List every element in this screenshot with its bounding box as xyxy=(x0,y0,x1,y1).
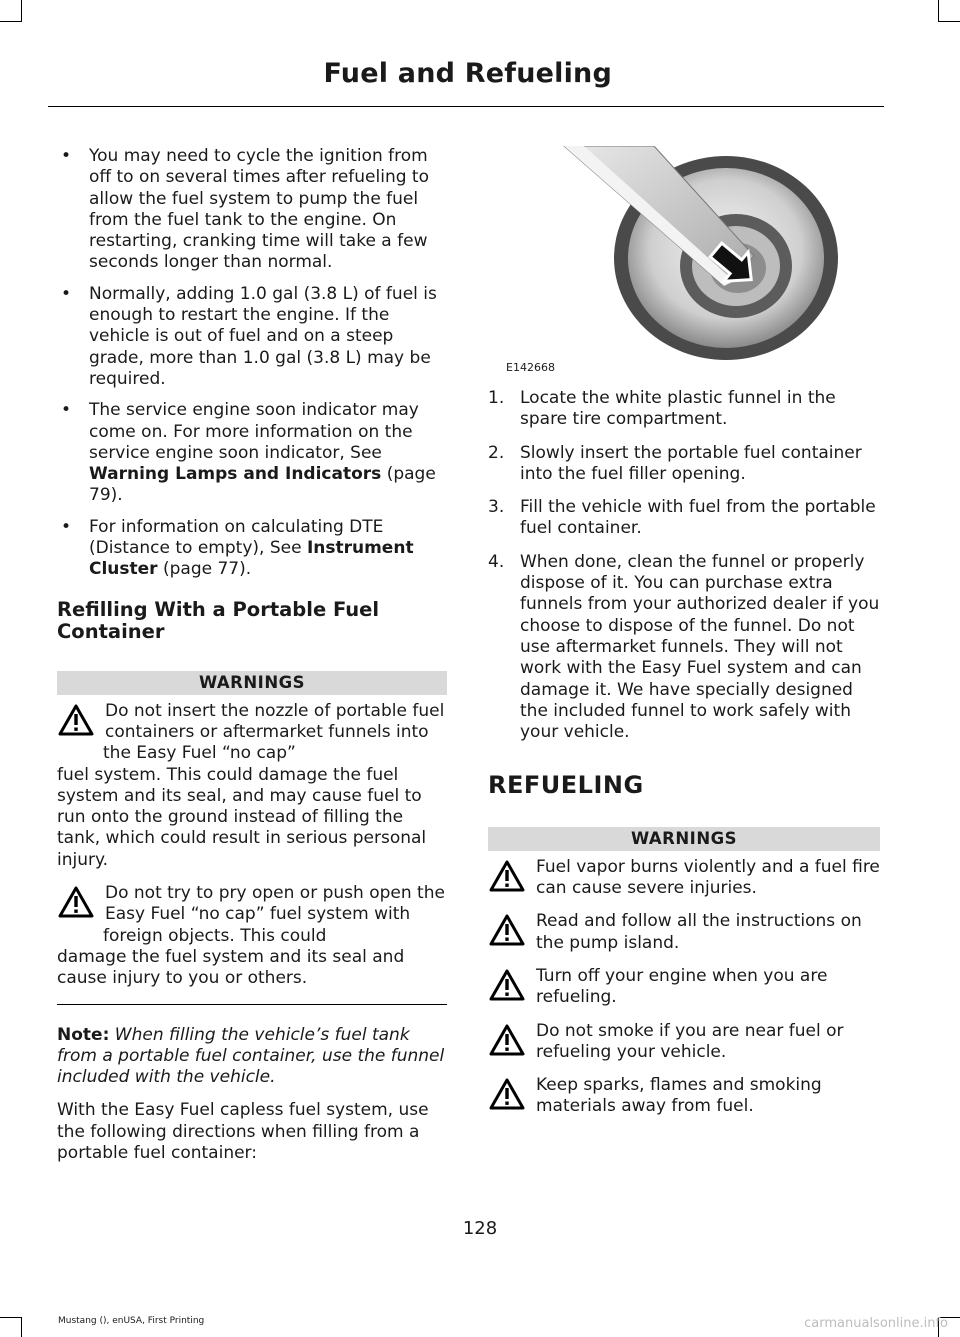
bullet-text: Normally, adding 1.0 gal (3.8 L) of fuel is enough to restart the engine. If the vehicle is out of fuel and on a steep grade, more than 1.0 gal (3.8 L) may be required. xyxy=(89,283,437,389)
crop-mark xyxy=(0,1317,22,1318)
warning-block xyxy=(488,911,880,954)
list-item xyxy=(57,146,447,274)
funnel-insertion-image xyxy=(504,146,880,366)
warning-triangle-icon xyxy=(57,703,95,737)
warning-text: Do not insert the nozzle of portable fuel containers or aftermarket funnels into the Easy Fuel “no cap” xyxy=(103,700,445,764)
note-label: Note: xyxy=(57,1024,110,1045)
crop-mark xyxy=(21,1317,22,1337)
warning-triangle-icon xyxy=(57,885,95,919)
list-item xyxy=(488,497,880,540)
warning-block xyxy=(488,857,880,900)
bullet-text: You may need to cycle the ignition from off to on several times after refueling to allow the fuel system to pump the fuel from the fuel tank to the engine. On restarting, cranking time will take a few seconds longer than normal. xyxy=(89,146,429,273)
warning-block xyxy=(488,1075,880,1118)
warnings-end-rule xyxy=(57,1004,447,1005)
warning-triangle-icon xyxy=(488,968,526,1002)
step-number: 3. xyxy=(488,497,505,518)
list-item xyxy=(57,400,447,506)
warning-text: damage the fuel system and its seal and cause injury to you or others. xyxy=(57,946,405,989)
page-number: 128 xyxy=(462,1218,498,1239)
bullet-text: For information on calculating DTE (Distance to empty), See xyxy=(89,516,384,559)
header-divider xyxy=(48,106,884,107)
list-item xyxy=(488,443,880,486)
crop-mark xyxy=(938,0,939,22)
note xyxy=(57,1025,447,1089)
warning-triangle-icon xyxy=(488,1023,526,1057)
page-reference: (page 77). xyxy=(157,559,252,580)
warning-triangle-icon xyxy=(488,859,526,893)
funnel-illustration xyxy=(504,146,880,374)
crop-mark xyxy=(0,21,22,22)
right-column xyxy=(488,160,880,1130)
footer-text: Mustang (), enUSA, First Printing xyxy=(58,1316,205,1326)
section-heading: REFUELING xyxy=(488,771,644,800)
note-text: When filling the vehicle’s fuel tank from a portable fuel container, use the funnel included with the vehicle. xyxy=(57,1024,445,1088)
warning-text: Do not smoke if you are near fuel or refueling your vehicle. xyxy=(536,1020,844,1062)
crop-mark xyxy=(938,21,960,22)
bullet-text: The service engine soon indicator may come on. For more information on the service engine soon indicator, See xyxy=(89,400,419,463)
warning-text: Turn off your engine when you are refueling. xyxy=(536,965,828,1008)
warnings-header: WARNINGS xyxy=(488,827,880,851)
step-number: 4. xyxy=(488,551,505,572)
warnings-header: WARNINGS xyxy=(57,671,447,695)
warning-text: Read and follow all the instructions on the pump island. xyxy=(536,911,862,953)
cross-reference-link[interactable]: Instrument Cluster xyxy=(89,538,414,580)
warning-text: Fuel vapor burns violently and a fuel fire can cause severe injuries. xyxy=(536,856,880,899)
warning-text: Keep sparks, flames and smoking materials away from fuel. xyxy=(536,1075,822,1117)
list-item xyxy=(57,517,447,581)
list-item xyxy=(488,552,880,744)
crop-mark xyxy=(21,0,22,22)
page-title: Fuel and Refueling xyxy=(323,58,612,89)
step-text: Fill the vehicle with fuel from the portable fuel container. xyxy=(520,497,876,539)
warning-block xyxy=(488,1021,880,1064)
left-column xyxy=(57,146,447,1164)
warning-triangle-icon xyxy=(488,1077,526,1111)
warning-block xyxy=(488,966,880,1009)
warning-text: fuel system. This could damage the fuel system and its seal, and may cause fuel to run onto the ground instead of filling the tank, which could result in serious personal injury. xyxy=(57,764,427,870)
body-paragraph: With the Easy Fuel capless fuel system, use the following directions when filling from a portable fuel container: xyxy=(57,1100,429,1163)
warning-triangle-icon xyxy=(488,913,526,947)
step-text: Locate the white plastic funnel in the spare tire compartment. xyxy=(520,388,836,430)
step-text: Slowly insert the portable fuel container into the fuel filler opening. xyxy=(520,442,862,484)
warning-text: Do not try to pry open or push open the Easy Fuel “no cap” fuel system with foreign objects. This could xyxy=(103,883,445,946)
watermark: carmanualsonline.info xyxy=(804,1316,948,1331)
list-item xyxy=(57,284,447,390)
cross-reference-link[interactable]: Warning Lamps and Indicators xyxy=(89,464,382,485)
warning-block xyxy=(57,701,447,871)
bullet-list xyxy=(57,146,447,581)
list-item xyxy=(488,388,880,431)
step-text: When done, clean the funnel or properly dispose of it. You can purchase extra funnels from your authorized dealer if you choose to dispose of the funnel. Do not use aftermarket funnels. They will not work with the Easy Fuel system and can damage it. We have specially designed the included funnel to work safely with your vehicle. xyxy=(520,551,880,743)
warning-block xyxy=(57,883,447,989)
step-list xyxy=(488,388,880,743)
figure-id: E142668 xyxy=(506,360,555,374)
step-number: 1. xyxy=(488,388,505,408)
step-number: 2. xyxy=(488,442,505,463)
page-reference: (page 79). xyxy=(89,464,436,506)
subheading: Refilling With a Portable Fuel Container xyxy=(57,597,380,643)
